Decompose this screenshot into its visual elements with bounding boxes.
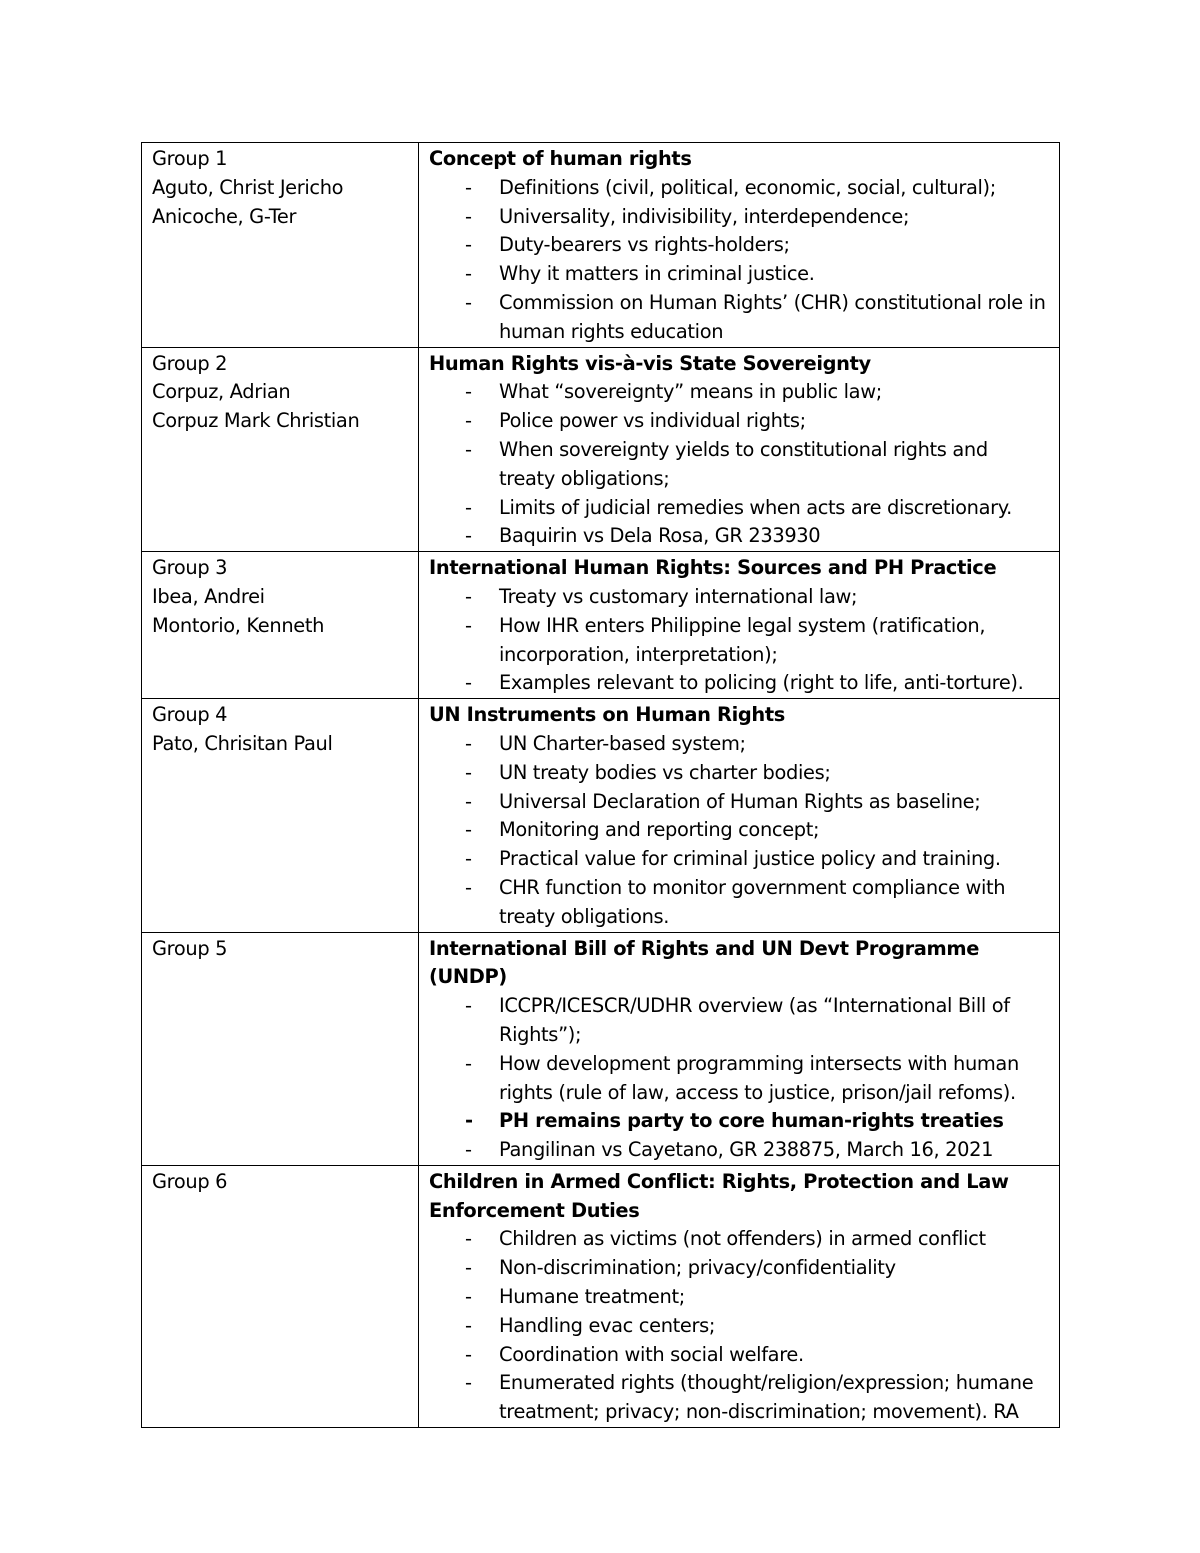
list-item: [429, 522, 1049, 551]
topic-cell: [419, 143, 1060, 348]
group-member: Montorio, Kenneth: [152, 613, 325, 637]
list-item: [429, 1136, 1049, 1165]
list-item-text: Enumerated rights (thought/religion/expression; humane treatment; privacy; non-discrimination; movement). RA: [499, 1371, 1034, 1424]
dash-bullet: -: [465, 380, 472, 404]
dash-bullet: -: [465, 818, 472, 842]
list-item: [429, 289, 1049, 347]
dash-bullet: -: [465, 437, 472, 461]
group-cell: [142, 552, 419, 699]
list-item: [429, 759, 1049, 788]
list-item: [429, 874, 1049, 932]
table-body: [142, 143, 1060, 1428]
dash-bullet: -: [465, 1313, 472, 1337]
dash-bullet: -: [465, 495, 472, 519]
dash-bullet: -: [465, 1138, 472, 1162]
dash-bullet: -: [465, 994, 472, 1018]
group-label: Group 2: [152, 351, 228, 375]
dash-bullet: -: [465, 1109, 473, 1133]
dash-bullet: -: [465, 731, 472, 755]
list-item: [429, 378, 1049, 407]
list-item: [429, 231, 1049, 260]
list-item: [429, 583, 1049, 612]
list-item-text: Humane treatment;: [499, 1285, 685, 1309]
group-label: Group 5: [152, 936, 228, 960]
topic-cell: [419, 932, 1060, 1165]
dash-bullet: -: [465, 760, 472, 784]
topic-cell: [419, 1165, 1060, 1427]
list-item-text: How IHR enters Philippine legal system (ratification, incorporation, interpretation);: [499, 613, 986, 666]
topic-cell: [419, 552, 1060, 699]
group-cell: [142, 347, 419, 552]
list-item: [429, 1369, 1049, 1427]
group-cell: [142, 699, 419, 932]
list-item-text: Commission on Human Rights’ (CHR) constitutional role in human rights education: [499, 290, 1046, 343]
list-item: [429, 1254, 1049, 1283]
group-cell: [142, 1165, 419, 1427]
dash-bullet: -: [465, 175, 472, 199]
dash-bullet: -: [465, 524, 472, 548]
dash-bullet: -: [465, 1256, 472, 1280]
list-item-text: What “sovereignty” means in public law;: [499, 380, 882, 404]
list-item: [429, 203, 1049, 232]
list-item-text: UN Charter-based system;: [499, 731, 746, 755]
list-item-text: Universal Declaration of Human Rights as baseline;: [499, 789, 981, 813]
list-item: [429, 669, 1049, 698]
dash-bullet: -: [465, 875, 472, 899]
list-item: [429, 992, 1049, 1050]
list-item-text: Duty-bearers vs rights-holders;: [499, 233, 790, 257]
table-row: [142, 932, 1060, 1165]
list-item-text: Children as victims (not offenders) in armed conflict: [499, 1227, 986, 1251]
dash-bullet: -: [465, 1051, 472, 1075]
topic-item-list: [429, 174, 1049, 347]
topic-cell: [419, 699, 1060, 932]
dash-bullet: -: [465, 584, 472, 608]
list-item-text: PH remains party to core human-rights treaties: [499, 1109, 1004, 1133]
list-item: [429, 816, 1049, 845]
dash-bullet: -: [465, 1371, 472, 1395]
list-item-text: Examples relevant to policing (right to life, anti-torture).: [499, 671, 1024, 695]
table-row: [142, 143, 1060, 348]
topic-title: UN Instruments on Human Rights: [429, 703, 785, 727]
list-item-text: When sovereignty yields to constitutional rights and treaty obligations;: [499, 437, 988, 490]
dash-bullet: -: [465, 233, 472, 257]
group-assignment-table: [141, 142, 1060, 1428]
topic-item-list: [429, 992, 1049, 1165]
group-member: Ibea, Andrei: [152, 584, 265, 608]
dash-bullet: -: [465, 409, 472, 433]
dash-bullet: -: [465, 204, 472, 228]
dash-bullet: -: [465, 789, 472, 813]
group-label: Group 1: [152, 147, 228, 170]
list-item: [429, 494, 1049, 523]
list-item: [429, 407, 1049, 436]
topic-title: Children in Armed Conflict: Rights, Protection and Law Enforcement Duties: [429, 1169, 1009, 1222]
group-member: Anicoche, G-Ter: [152, 204, 297, 228]
list-item-text: Monitoring and reporting concept;: [499, 818, 820, 842]
topic-title: Concept of human rights: [429, 147, 692, 170]
list-item: [429, 788, 1049, 817]
list-item: [429, 174, 1049, 203]
topic-item-list: [429, 1225, 1049, 1427]
list-item-text: How development programming intersects with human rights (rule of law, access to justice, prison/jail refoms).: [499, 1051, 1019, 1104]
dash-bullet: -: [465, 262, 472, 286]
topic-item-list: [429, 583, 1049, 698]
list-item: [429, 1312, 1049, 1341]
dash-bullet: -: [465, 1342, 472, 1366]
topic-title: International Human Rights: Sources and PH Practice: [429, 556, 997, 580]
list-item-text: Police power vs individual rights;: [499, 409, 806, 433]
list-item: [429, 845, 1049, 874]
list-item: [429, 730, 1049, 759]
list-item-text: ICCPR/ICESCR/UDHR overview (as “International Bill of Rights”);: [499, 994, 1010, 1046]
group-label: Group 3: [152, 556, 228, 580]
list-item-text: CHR function to monitor government compliance with treaty obligations.: [499, 875, 1006, 928]
dash-bullet: -: [465, 671, 472, 695]
table-row: [142, 347, 1060, 552]
list-item: [429, 436, 1049, 494]
group-member: Corpuz Mark Christian: [152, 409, 360, 433]
list-item: [429, 612, 1049, 670]
list-item-text: Baquirin vs Dela Rosa, GR 233930: [499, 524, 821, 548]
table-row: [142, 699, 1060, 932]
list-item: [429, 1225, 1049, 1254]
list-item-text: Limits of judicial remedies when acts are discretionary.: [499, 495, 1012, 519]
list-item-text: Coordination with social welfare.: [499, 1342, 804, 1366]
topic-item-list: [429, 378, 1049, 551]
list-item: [429, 260, 1049, 289]
list-item: [429, 1050, 1049, 1108]
table-row: [142, 1165, 1060, 1427]
group-label: Group 4: [152, 703, 228, 727]
list-item-text: Handling evac centers;: [499, 1313, 716, 1337]
list-item: [429, 1107, 1049, 1136]
list-item-text: Practical value for criminal justice policy and training.: [499, 847, 1001, 871]
dash-bullet: -: [465, 1285, 472, 1309]
group-label: Group 6: [152, 1169, 228, 1193]
group-cell: [142, 143, 419, 348]
dash-bullet: -: [465, 1227, 472, 1251]
list-item: [429, 1283, 1049, 1312]
topic-cell: [419, 347, 1060, 552]
list-item-text: Universality, indivisibility, interdependence;: [499, 204, 910, 228]
table-row: [142, 552, 1060, 699]
topic-title: Human Rights vis-à-vis State Sovereignty: [429, 351, 871, 375]
group-member: Corpuz, Adrian: [152, 380, 291, 404]
group-member: Aguto, Christ Jericho: [152, 175, 344, 199]
list-item: [429, 1341, 1049, 1370]
dash-bullet: -: [465, 613, 472, 637]
list-item-text: Treaty vs customary international law;: [499, 584, 858, 608]
list-item-text: Definitions (civil, political, economic, social, cultural);: [499, 175, 996, 199]
dash-bullet: -: [465, 290, 472, 314]
group-member: Pato, Chrisitan Paul: [152, 731, 333, 755]
list-item-text: Why it matters in criminal justice.: [499, 262, 815, 286]
dash-bullet: -: [465, 847, 472, 871]
list-item-text: Non-discrimination; privacy/confidentiality: [499, 1256, 896, 1280]
topic-item-list: [429, 730, 1049, 932]
topic-title: International Bill of Rights and UN Devt Programme (UNDP): [429, 936, 980, 989]
list-item-text: UN treaty bodies vs charter bodies;: [499, 760, 831, 784]
list-item-text: Pangilinan vs Cayetano, GR 238875, March 16, 2021: [499, 1138, 994, 1162]
group-cell: [142, 932, 419, 1165]
